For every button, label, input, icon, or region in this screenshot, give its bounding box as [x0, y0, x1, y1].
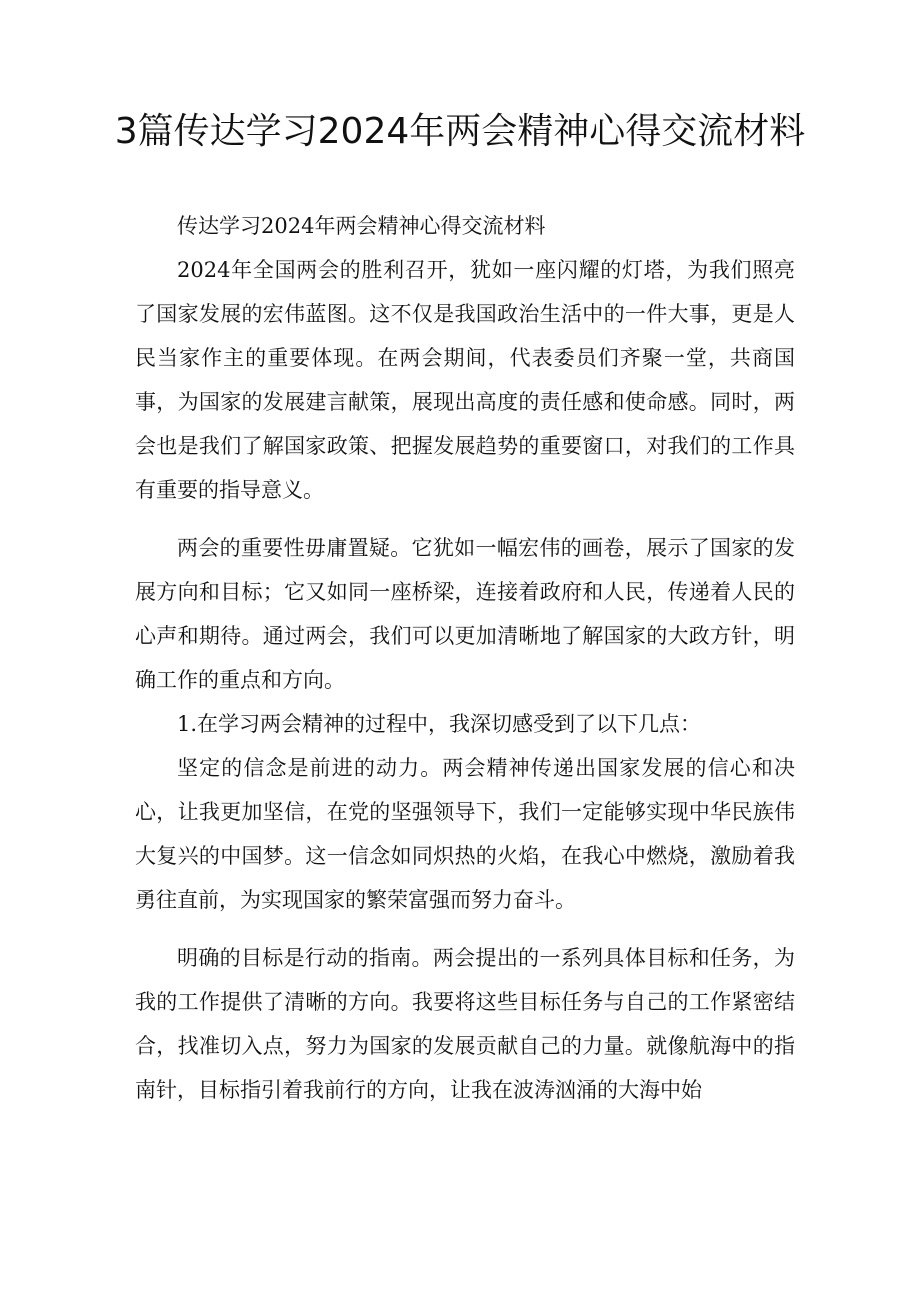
- paragraph-belief: 坚定的信念是前进的动力。两会精神传递出国家发展的信心和决心，让我更加坚信，在党的坚强领导下，我们一定能够实现中华民族伟大复兴的中国梦。这一信念如同炽热的火焰，在我心中燃烧，激励着我勇往直前，为实现国家的繁荣富强而努力奋斗。: [135, 756, 795, 912]
- paragraph-point-heading: 1.在学习两会精神的过程中，我深切感受到了以下几点：: [177, 712, 702, 736]
- paragraph-importance: 两会的重要性毋庸置疑。它犹如一幅宏伟的画卷，展示了国家的发展方向和目标；它又如同一座桥梁，连接着政府和人民，传递着人民的心声和期待。通过两会，我们可以更加清晰地了解国家的大政方针，明确工作的重点和方向。: [135, 536, 795, 692]
- paragraph-intro: 2024年全国两会的胜利召开，犹如一座闪耀的灯塔，为我们照亮了国家发展的宏伟蓝图。这不仅是我国政治生活中的一件大事，更是人民当家作主的重要体现。在两会期间，代表委员们齐聚一堂，共商国事，为国家的发展建言献策，展现出高度的责任感和使命感。同时，两会也是我们了解国家政策、把握发展趋势的重要窗口，对我们的工作具有重要的指导意义。: [135, 258, 795, 502]
- document-title: 3篇传达学习2024年两会精神心得交流材料: [114, 111, 806, 152]
- paragraph-subtitle: 传达学习2024年两会精神心得交流材料: [177, 214, 546, 238]
- paragraph-goal: 明确的目标是行动的指南。两会提出的一系列具体目标和任务，为我的工作提供了清晰的方向。我要将这些目标任务与自己的工作紧密结合，找准切入点，努力为国家的发展贡献自己的力量。就像航海中的指南针，目标指引着我前行的方向，让我在波涛汹涌的大海中始: [135, 946, 795, 1102]
- document-body: [135, 204, 795, 1112]
